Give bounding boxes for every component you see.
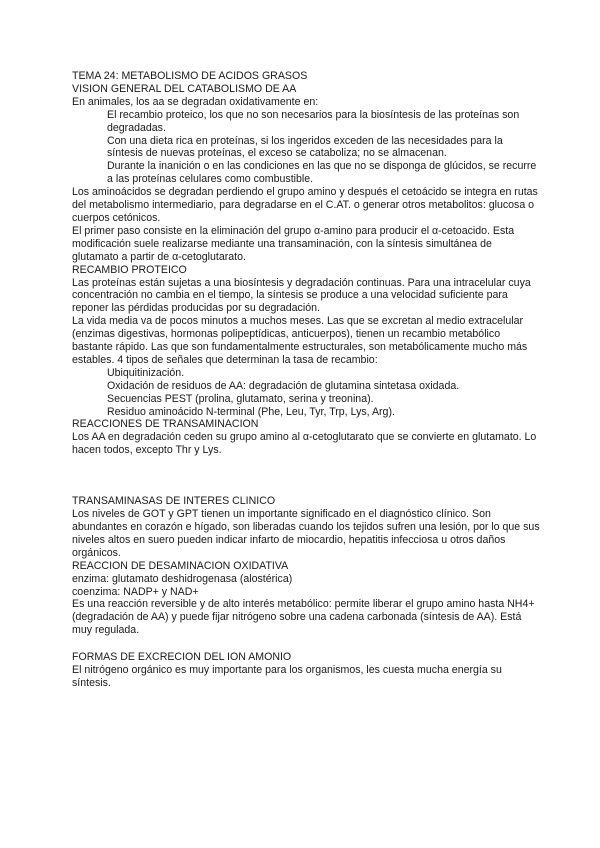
paragraph-got-gpt: Los niveles de GOT y GPT tienen un importante significado en el diagnóstico clínico. Son abundantes en corazón e hígado, son liberadas cuando los tejidos sufren una lesión, por lo que sus niveles altos en suero pueden indicar infarto de miocardio, hepatitis infecciosa u otros daños orgánicos. [72,508,540,559]
signal-item: Oxidación de residuos de AA: degradación de glutamina sintetasa oxidada. [107,379,460,392]
paragraph-transaminacion: Los AA en degradación ceden su grupo amino al α-cetoglutarato que se convierte en glutamato. Lo hacen todos, excepto Thr y Lys. [72,431,537,457]
paragraph-nitrogeno: El nitrógeno orgánico es muy importante para los organismos, les cuesta mucha energía su síntesis. [72,664,502,689]
paragraph-inanicion: Durante la inanición o en las condiciones en las que no se disponga de glúcidos, se recurre a las proteínas celulares como combustible. [107,160,537,186]
section-heading-vision-general: VISION GENERAL DEL CATABOLISMO DE AA [72,82,297,95]
paragraph-dieta-rica: Con una dieta rica en proteínas, si los ingeridos exceden de las necesidades para la síntesis de nuevas proteínas, el exceso se cataboliza; no se almacenan. [107,134,503,160]
paragraph-reaccion-reversible: Es una reacción reversible y de alto interés metabólico: permite liberar el grupo amino hasta NH4+ (degradación de AA) y puede fijar nitrógeno sobre una cadena carbonada (síntesis de AA). Está muy regulada. [72,598,535,637]
signal-item: Ubiquitinización. [107,366,185,379]
signal-item: Residuo aminoácido N-terminal (Phe, Leu, Tyr, Trp, Lys, Arg). [107,405,395,418]
section-heading-transaminasas: TRANSAMINASAS DE INTERES CLINICO [72,495,276,508]
section-heading-formas: FORMAS DE EXCRECION DEL ION AMONIO [72,651,292,664]
paragraph-biosintesis: Las proteínas están sujetas a una biosíntesis y degradación continuas. Para una intracelular cuya concentración no cambia en el tiempo, la síntesis se produce a una velocidad suficiente para reponer las pérdidas producidas por su degradación. [72,276,531,315]
section-heading-recambio: RECAMBIO PROTEICO [72,263,187,276]
paragraph-vida-media: La vida media va de pocos minutos a muchos meses. Las que se excretan al medio extracelular (enzimas digestivas, hormonas polipeptídicas, anticuerpos), tienen un recambio metabólico bastante rápido. Las que son fundamentalmente estructurales, son metabólicamente mucho más estables. 4 tipos de señales que determinan la tasa de recambio: [72,315,528,366]
paragraph-intro: En animales, los aa se degradan oxidativamente en: [72,95,319,108]
coenzima-line: coenzima: NADP+ y NAD+ [72,585,199,598]
paragraph-primer-paso: El primer paso consiste en la eliminación del grupo α-amino para producir el α-cetoacido. Esta modificación suele realizarse mediante una transaminación, con la síntesis simultánea de glutamato a partir de α-cetoglutarato. [72,224,515,263]
signal-item: Secuencias PEST (prolina, glutamato, serina y treonina). [107,392,374,405]
paragraph-degradacion-aa: Los aminoácidos se degradan perdiendo el grupo amino y después el cetoácido se integra en rutas del metabolismo intermediario, para degradarse en el C.AT. o generar otros metabolitos: glucosa o cuerpos cetónicos. [72,186,538,224]
document-title: TEMA 24: METABOLISMO DE ACIDOS GRASOS [72,70,308,82]
section-heading-reacciones: REACCIONES DE TRANSAMINACION [72,418,259,431]
section-heading-desaminacion: REACCION DE DESAMINACION OXIDATIVA [72,559,289,572]
paragraph-recambio-proteico: El recambio proteico, los que no son necesarios para la biosíntesis de las proteínas son degradadas. [107,108,520,134]
enzima-line: enzima: glutamato deshidrogenasa (alostérica) [72,572,293,585]
